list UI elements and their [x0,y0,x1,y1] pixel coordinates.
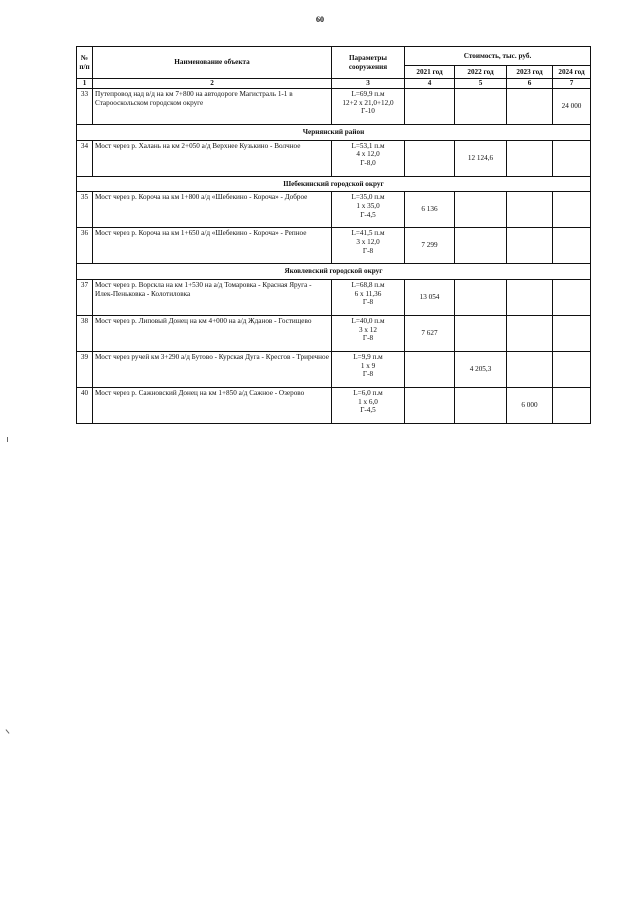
cost-2021 [405,140,455,176]
cost-2023 [507,140,553,176]
param-length: L=6,0 п.м [353,388,383,397]
header-year-2022: 2022 год [455,66,507,79]
row-number: 34 [77,140,93,176]
column-number: 6 [507,79,553,89]
cost-2024: 24 000 [553,89,591,125]
row-number: 37 [77,279,93,315]
header-year-2023: 2023 год [507,66,553,79]
param-gauge: Г-8 [362,298,374,307]
cost-2023 [507,315,553,351]
scan-mark [7,437,8,442]
cost-2023: 6 000 [507,387,553,423]
param-gauge: Г-8,0 [360,158,376,167]
cost-2021: 7 627 [405,315,455,351]
cost-2024 [553,140,591,176]
object-params [332,315,405,351]
row-number: 39 [77,351,93,387]
param-spans: 1 х 6,0 [358,397,378,406]
row-number: 33 [77,89,93,125]
object-name: Мост через р. Короча на км 1+650 а/д «Шебекино - Короча» - Репное [93,228,332,264]
param-gauge: Г-4,5 [360,406,376,415]
header-year-2024: 2024 год [553,66,591,79]
row-number: 38 [77,315,93,351]
cost-2023 [507,279,553,315]
param-length: L=40,0 п.м [351,316,385,325]
cost-2022 [455,89,507,125]
cost-2022 [455,279,507,315]
cost-2022 [455,315,507,351]
param-spans: 6 х 11,36 [354,289,382,298]
object-name: Мост через р. Корочa на км 1+800 а/д «Шебекино - Короча» - Доброе [93,192,332,228]
param-spans: 3 х 12 [359,325,377,334]
param-spans: 4 х 12,0 [356,150,380,159]
scan-mark [6,729,10,733]
cost-2023 [507,228,553,264]
object-name: Путепровод над в/д на км 7+800 на автодороге Магистраль 1-1 в Старооскольском городском округе [93,89,332,125]
param-spans: 12+2 х 21,0+12,0 [342,98,394,107]
cost-2021 [405,351,455,387]
param-gauge: Г-4,5 [360,210,376,219]
cost-2024 [553,192,591,228]
object-name: Мост через р. Липовый Донец на км 4+000 на а/д Жданов - Гостищево [93,315,332,351]
object-params [332,192,405,228]
row-number: 40 [77,387,93,423]
cost-2024 [553,279,591,315]
param-spans: 1 х 35,0 [356,201,380,210]
object-params [332,228,405,264]
param-gauge: Г-8 [362,334,374,343]
table-row [77,228,591,264]
section-row [77,125,591,141]
header-name: Наименование объекта [93,47,332,79]
param-length: L=53,1 п.м [351,141,385,150]
param-spans: 3 х 12,0 [356,237,380,246]
column-number: 1 [77,79,93,89]
object-name: Мост через р. Халань на км 2+050 а/д Верхнее Кузькино - Волчное [93,140,332,176]
header-cost: Стоимость, тыс. руб. [405,47,591,66]
section-title: Чернянский район [77,125,591,141]
cost-2022 [455,387,507,423]
cost-2024 [553,387,591,423]
param-length: L=69,9 п.м [351,90,385,98]
section-title: Шебекинский городской округ [77,176,591,192]
object-name: Мост через р. Сажновский Донец на км 1+850 а/д Сажное - Озерово [93,387,332,423]
section-row [77,176,591,192]
table-row [77,315,591,351]
cost-2021: 7 299 [405,228,455,264]
object-params [332,140,405,176]
param-gauge: Г-10 [361,107,375,116]
cost-2022: 4 205,3 [455,351,507,387]
param-length: L=9,9 п.м [353,352,383,361]
object-params [332,89,405,125]
header-year-2021: 2021 год [405,66,455,79]
object-params [332,279,405,315]
param-length: L=41,5 п.м [351,229,385,238]
cost-2021 [405,387,455,423]
param-length: L=35,0 п.м [351,193,385,202]
cost-2024 [553,315,591,351]
cost-2022 [455,192,507,228]
table-row [77,279,591,315]
table-row [77,89,591,125]
column-number: 4 [405,79,455,89]
header-params: Параметры сооружения [332,47,405,79]
object-name: Мост через ручей км 3+290 а/д Бутово - Курская Дуга - Кресгов - Триречное [93,351,332,387]
section-row [77,264,591,280]
column-number: 7 [553,79,591,89]
objects-table [76,46,591,424]
cost-2021: 6 136 [405,192,455,228]
row-number: 36 [77,228,93,264]
page-number: 60 [316,15,324,24]
header-number: № п/п [77,47,93,79]
cost-2024 [553,351,591,387]
table-row [77,192,591,228]
cost-2021 [405,89,455,125]
cost-2023 [507,89,553,125]
table-row [77,140,591,176]
object-params [332,351,405,387]
cost-2022 [455,228,507,264]
cost-2023 [507,351,553,387]
object-params [332,387,405,423]
param-length: L=68,8 п.м [351,280,385,289]
column-number: 2 [93,79,332,89]
object-name: Мост через р. Ворскла на км 1+530 на а/д Томаровка - Красная Яруга - Илек-Пеньковка - Колотиловка [93,279,332,315]
column-number: 3 [332,79,405,89]
section-title: Яковлевский городской округ [77,264,591,280]
cost-2021: 13 054 [405,279,455,315]
param-gauge: Г-8 [362,370,374,379]
param-gauge: Г-8 [362,246,374,255]
table-row [77,351,591,387]
table-row [77,387,591,423]
cost-2024 [553,228,591,264]
param-spans: 1 х 9 [360,361,376,370]
column-number: 5 [455,79,507,89]
row-number: 35 [77,192,93,228]
cost-2023 [507,192,553,228]
cost-2022: 12 124,6 [455,140,507,176]
